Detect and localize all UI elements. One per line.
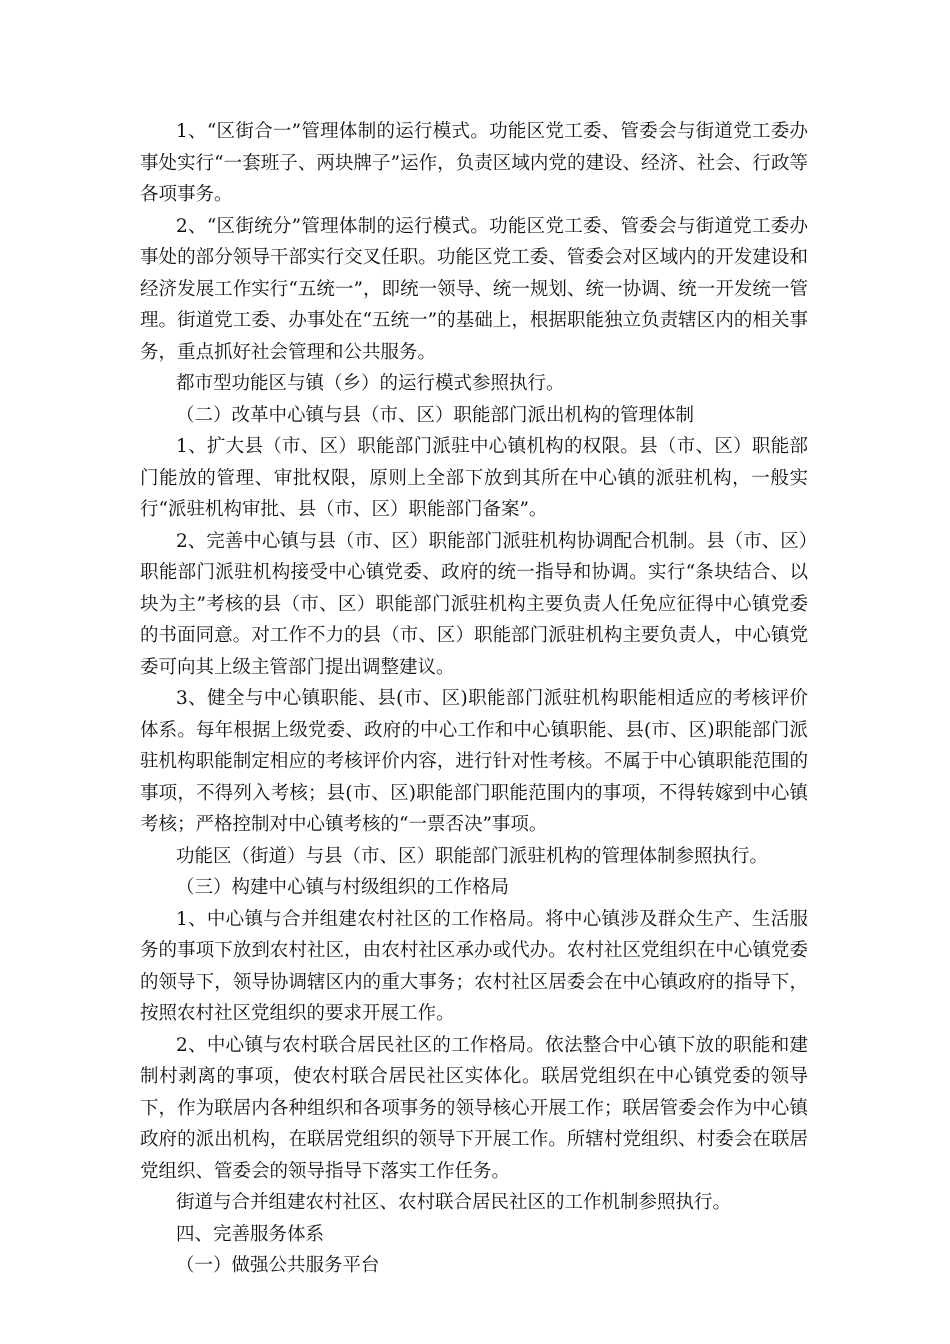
paragraph-5: 1、扩大县（市、区）职能部门派驻中心镇机构的权限。县（市、区）职能部门能放的管理、审批权限，原则上全部下放到其所在中心镇的派驻机构，一般实行“派驻机构审批、县（市、区）职能部门备案”。 — [140, 436, 808, 520]
paragraph-11: 2、中心镇与农村联合居民社区的工作格局。依法整合中心镇下放的职能和建制村剥离的事项，使农村联合居民社区实体化。联居党组织在中心镇党委的领导下，作为联居内各种组织和各项事务的领导核心开展工作；联居管委会作为中心镇政府的派出机构，在联居党组织的领导下开展工作。所辖村党组织、村委会在联居党组织、管委会的领导指导下落实工作任务。 — [140, 1034, 808, 1182]
paragraph-6: 2、完善中心镇与县（市、区）职能部门派驻机构协调配合机制。县（市、区）职能部门派驻机构接受中心镇党委、政府的统一指导和协调。实行“条块结合、以块为主”考核的县（市、区）职能部门派驻机构主要负责人任免应征得中心镇党委的书面同意。对工作不力的县（市、区）职能部门派驻机构主要负责人，中心镇党委可向其上级主管部门提出调整建议。 — [140, 530, 808, 678]
chapter-heading-4: 四、完善服务体系 — [176, 1223, 325, 1245]
paragraph-8: 功能区（街道）与县（市、区）职能部门派驻机构的管理体制参照执行。 — [176, 845, 769, 867]
paragraph-12: 街道与合并组建农村社区、农村联合居民社区的工作机制参照执行。 — [176, 1192, 732, 1213]
paragraph-10: 1、中心镇与合并组建农村社区的工作格局。将中心镇涉及群众生产、生活服务的事项下放到农村社区，由农村社区承办或代办。农村社区党组织在中心镇党委的领导下，领导协调辖区内的重大事务；农村社区居委会在中心镇政府的指导下，按照农村社区党组织的要求开展工作。 — [140, 908, 808, 1024]
document-body — [140, 116, 808, 1282]
paragraph-3: 都市型功能区与镇（乡）的运行模式参照执行。 — [176, 373, 565, 394]
paragraph-2: 2、“区街统分”管理体制的运行模式。功能区党工委、管委会与街道党工委办事处的部分领导干部实行交叉任职。功能区党工委、管委会对区域内的开发建设和经济发展工作实行“五统一”，即统一领导、统一规划、统一协调、统一开发统一管理。街道党工委、办事处在“五统一”的基础上，根据职能独立负责辖区内的相关事务，重点抓好社会管理和公共服务。 — [140, 215, 808, 363]
paragraph-7: 3、健全与中心镇职能、县(市、区)职能部门派驻机构职能相适应的考核评价体系。每年根据上级党委、政府的中心工作和中心镇职能、县(市、区)职能部门派驻机构职能制定相应的考核评价内容，进行针对性考核。不属于中心镇职能范围的事项，不得列入考核；县(市、区)职能部门职能范围内的事项，不得转嫁到中心镇考核；严格控制对中心镇考核的“一票否决”事项。 — [140, 688, 808, 835]
section-heading-4-1: （一）做强公共服务平台 — [176, 1255, 380, 1276]
section-heading-2: （二）改革中心镇与县（市、区）职能部门派出机构的管理体制 — [176, 404, 695, 426]
paragraph-1: 1、“区街合一”管理体制的运行模式。功能区党工委、管委会与街道党工委办事处实行“一套班子、两块牌子”运作，负责区域内党的建设、经济、社会、行政等各项事务。 — [140, 121, 808, 205]
section-heading-3: （三）构建中心镇与村级组织的工作格局 — [176, 877, 510, 898]
